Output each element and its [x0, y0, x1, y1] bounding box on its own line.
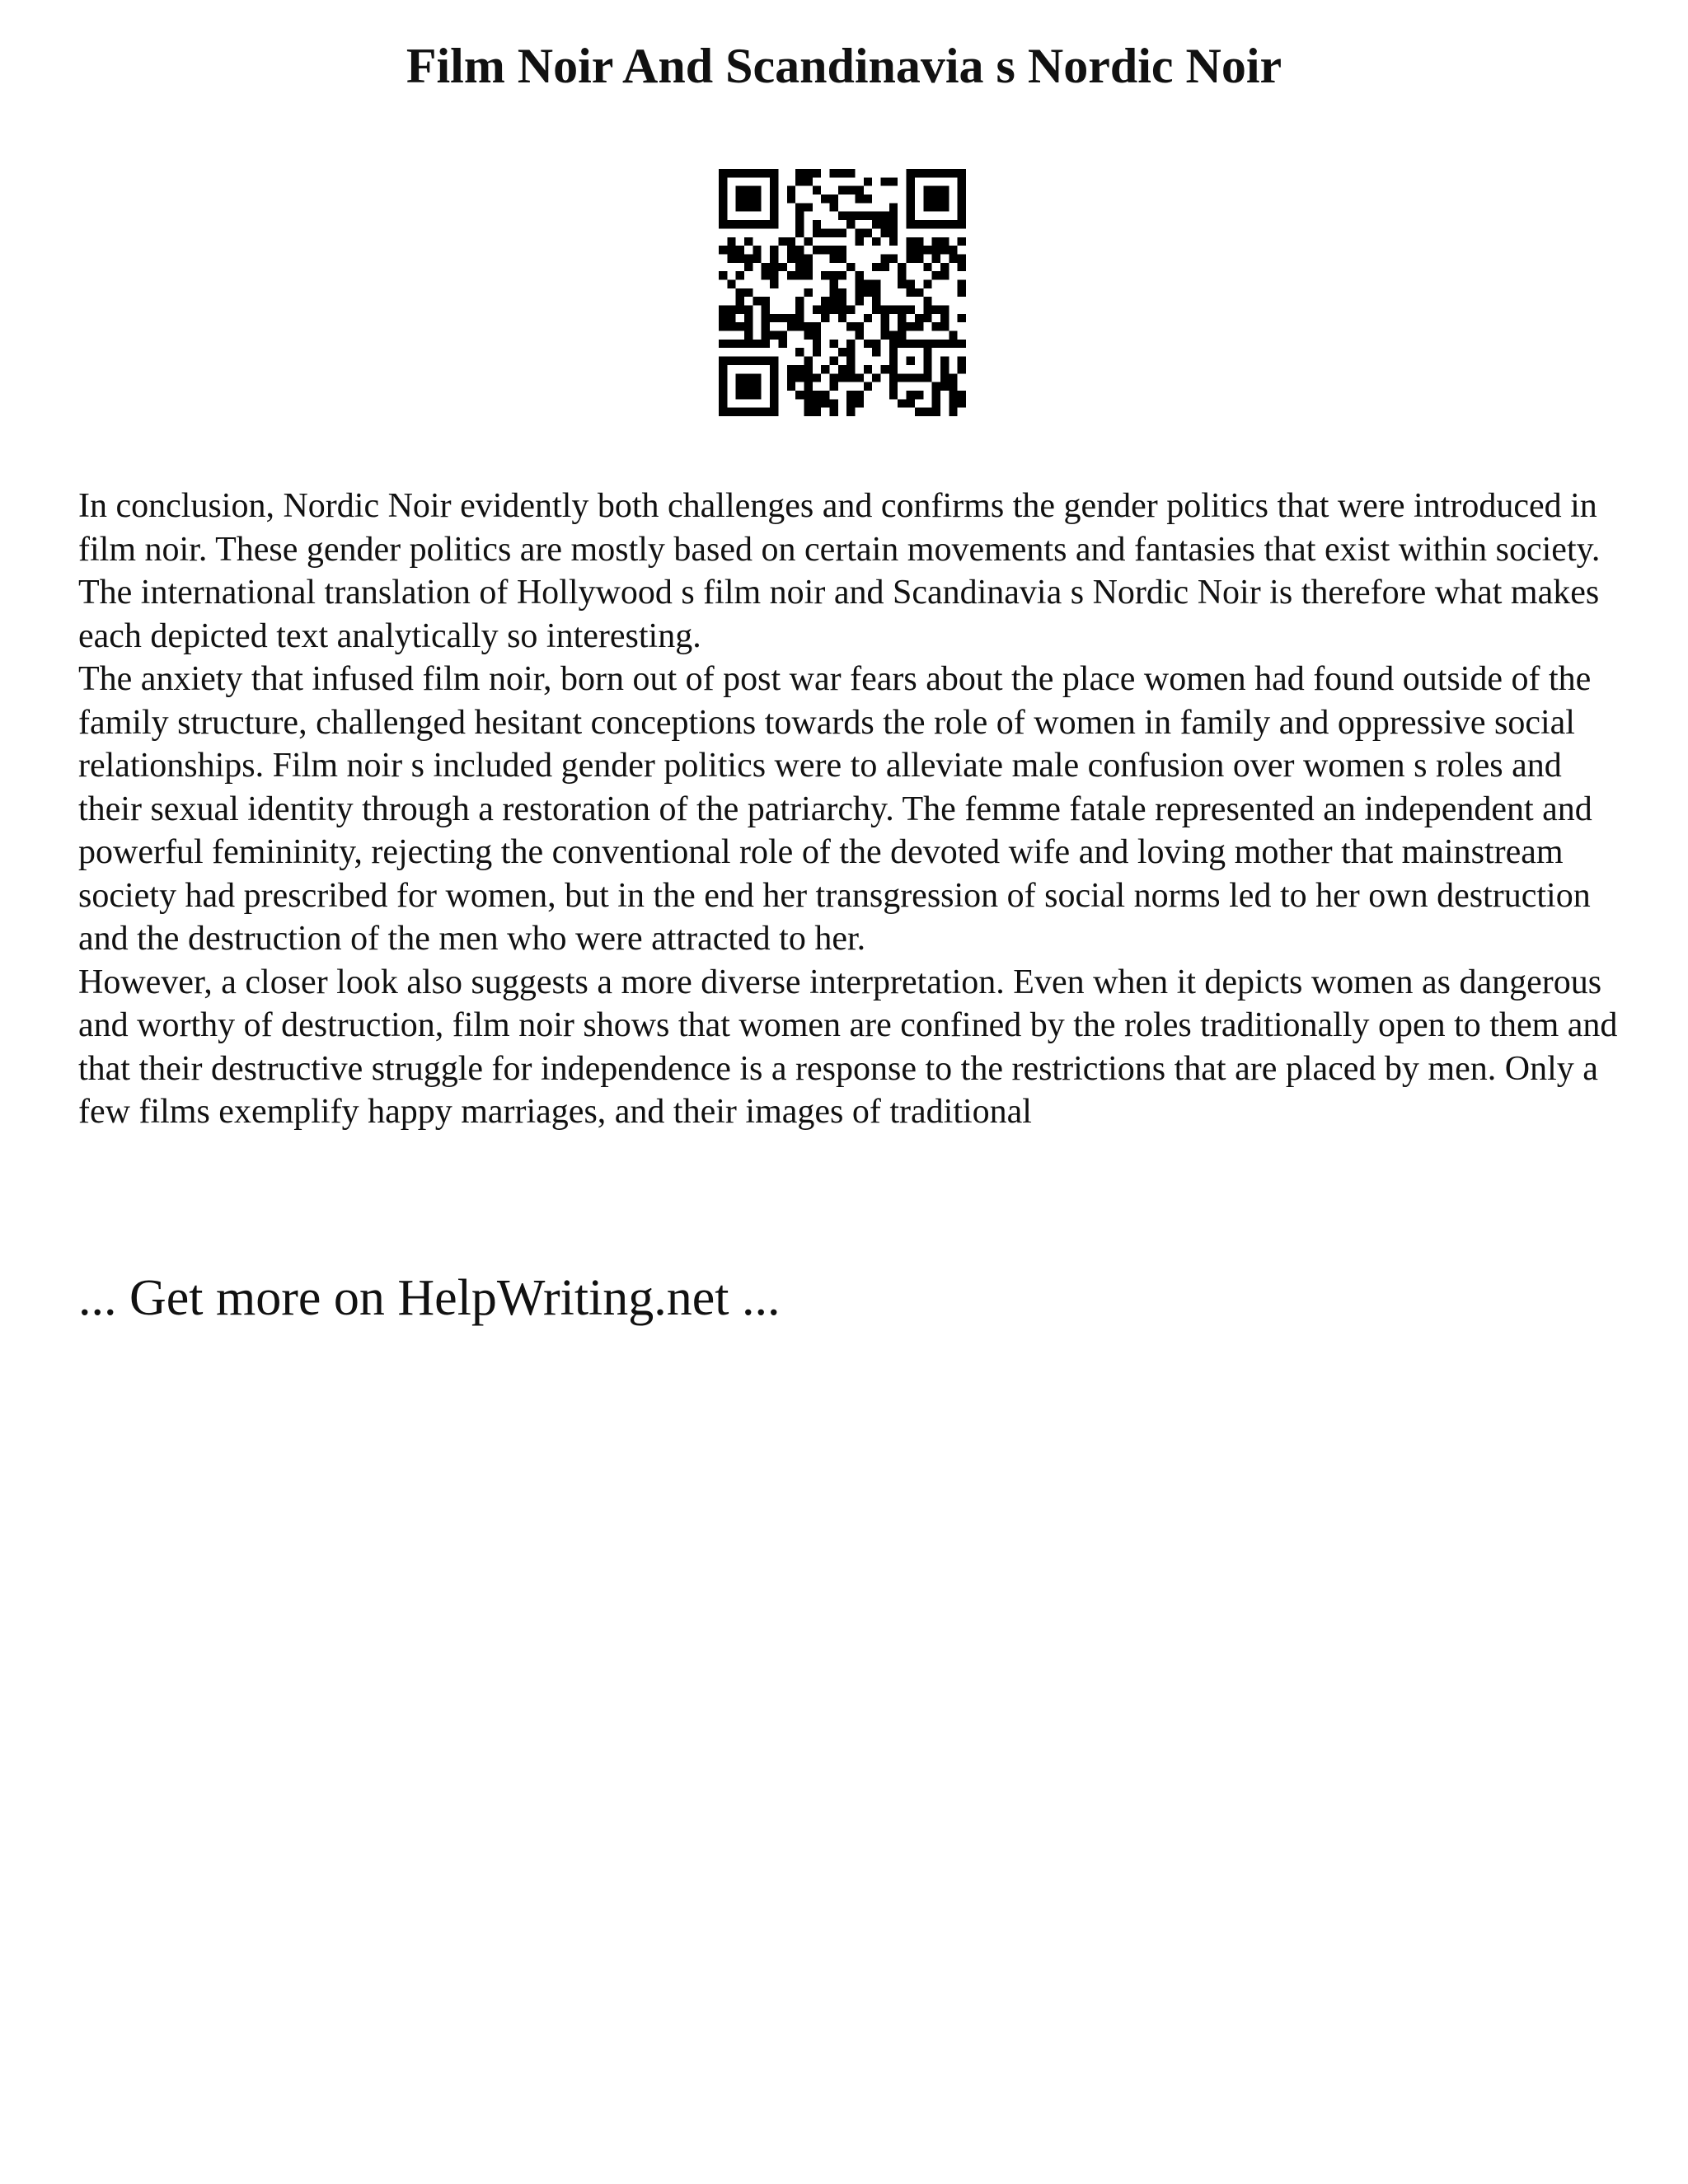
article-body [78, 485, 1620, 1134]
page-title: Film Noir And Scandinavia s Nordic Noir [406, 39, 1282, 93]
get-more-link[interactable]: ... Get more on HelpWriting.net ... [78, 1270, 781, 1326]
qr-code-icon [719, 169, 966, 416]
paragraph: However, a closer look also suggests a more diverse interpretation. Even when it depicts women as dangerous and worthy of destruction, film noir shows that women are confined by the roles traditionally open to them and that their destructive struggle for independence is a response to the restrictions that are placed by men. Only a few films exemplify happy marriages, and their images of traditional [78, 963, 1618, 1131]
paragraph: In conclusion, Nordic Noir evidently both challenges and confirms the gender politics that were introduced in film noir. These gender politics are mostly based on certain movements and fantasies that exist within society. The international translation of Hollywood s film noir and Scandinavia s Nordic Noir is therefore what makes each depicted text analytically so interesting. [78, 487, 1601, 655]
paragraph: The anxiety that infused film noir, born out of post war fears about the place women had found outside of the family structure, challenged hesitant conceptions towards the role of women in family and oppressive social relationships. Film noir s included gender politics were to alleviate male confusion over women s roles and their sexual identity through a restoration of the patriarchy. The femme fatale represented an independent and powerful femininity, rejecting the conventional role of the devoted wife and loving mother that mainstream society had prescribed for women, but in the end her transgression of social norms led to her own destruction and the destruction of the men who were attracted to her. [78, 660, 1592, 958]
